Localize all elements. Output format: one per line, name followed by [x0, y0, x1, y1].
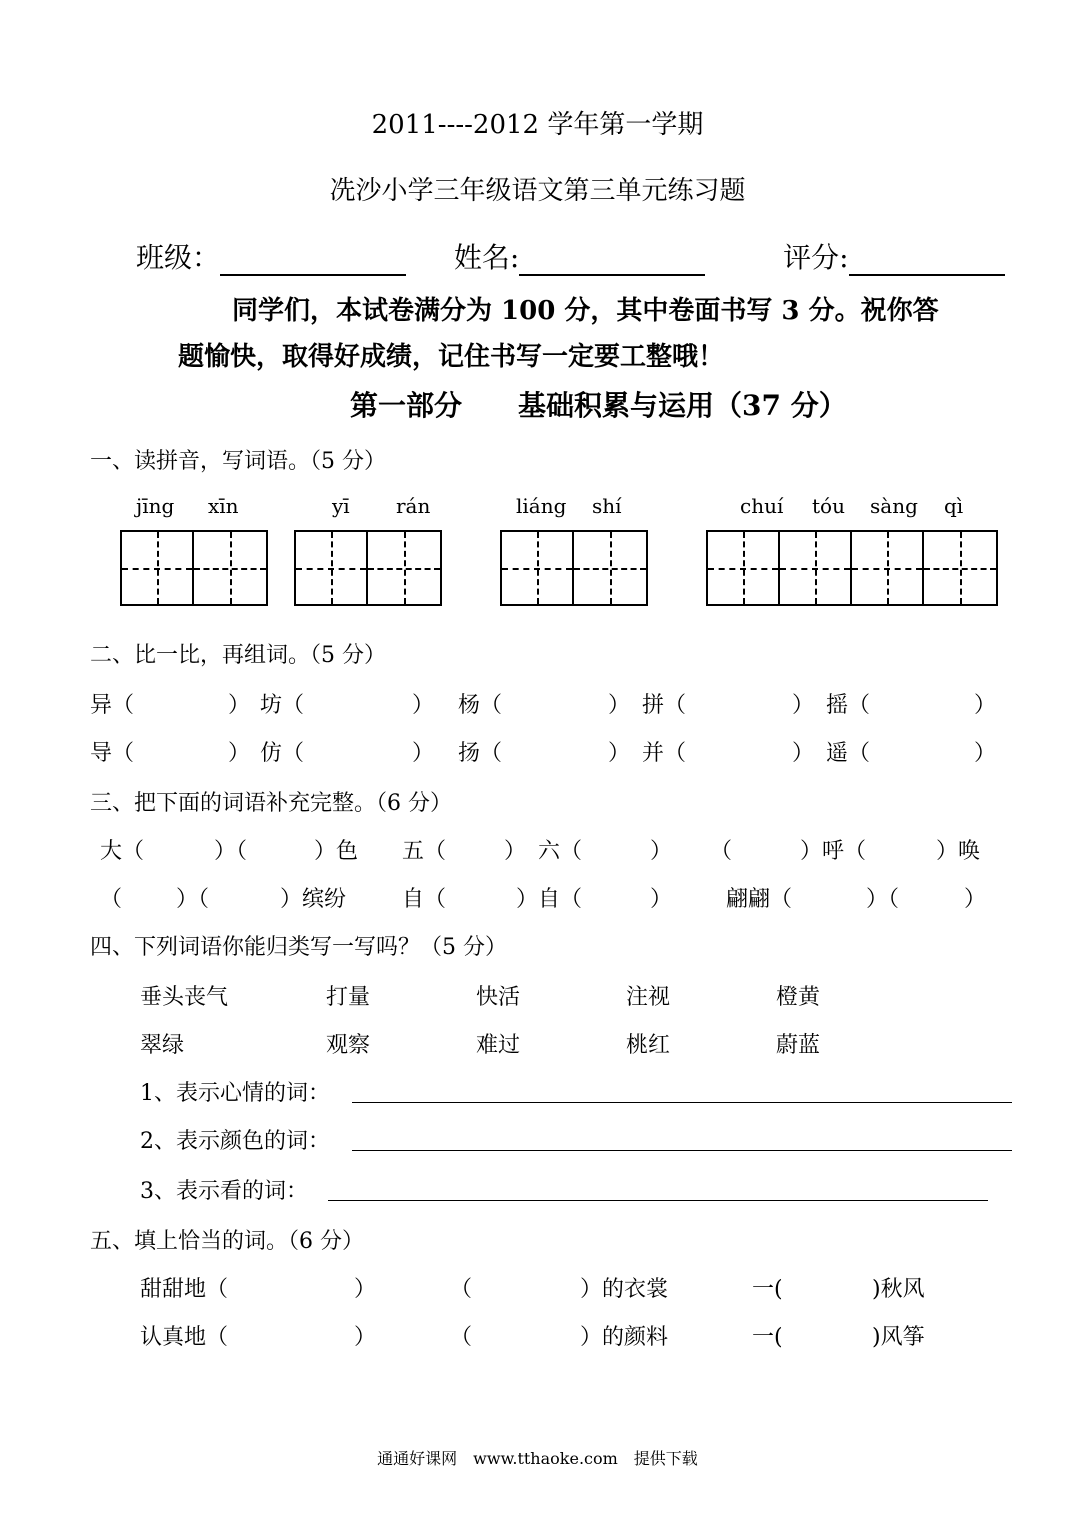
- pinyin-2a: yī: [332, 494, 350, 518]
- score-blank[interactable]: [849, 248, 1005, 276]
- q2-item: ）: [792, 693, 815, 718]
- tianzige-cell[interactable]: [924, 532, 996, 604]
- q3-item: ）（: [866, 887, 900, 912]
- q5-item: )风筝: [872, 1325, 925, 1350]
- q4-word: 难过: [476, 1033, 521, 1058]
- q2-item: ）: [792, 741, 815, 766]
- mood-answer-line[interactable]: [352, 1102, 1012, 1103]
- q3-item: ）: [650, 839, 673, 864]
- part1-heading: 第一部分 基础积累与运用（37 分）: [350, 389, 847, 422]
- q2-item: ）: [608, 693, 631, 718]
- q2-item: 拼（: [642, 693, 687, 718]
- year-title: 2011----2012 学年第一学期: [371, 110, 704, 140]
- tianzige-cell[interactable]: [502, 532, 574, 604]
- notice-line-2: 题愉快，取得好成绩，记住书写一定要工整哦！: [178, 342, 725, 372]
- q5-heading: 五、填上恰当的词。（6 分）: [90, 1229, 364, 1254]
- q3-item: ）自（: [516, 887, 583, 912]
- q3-item: ）唤: [936, 839, 981, 864]
- class-label: 班级：: [136, 241, 221, 274]
- q3-item: ）呼（: [800, 839, 867, 864]
- pinyin-4d: qì: [944, 494, 964, 518]
- q3-item: 六（: [538, 839, 583, 864]
- q2-item: 异（: [90, 693, 135, 718]
- tianzige-cell[interactable]: [122, 532, 194, 604]
- class-blank[interactable]: [220, 248, 406, 276]
- q3-heading: 三、把下面的词语补充完整。（6 分）: [90, 791, 452, 816]
- pinyin-4c: sàng: [870, 494, 918, 518]
- q2-item: 仿（: [260, 741, 305, 766]
- footer-credit: 通通好课网 www.tthaoke.com 提供下载: [377, 1449, 698, 1468]
- q2-item: ）: [974, 741, 997, 766]
- pinyin-2b: rán: [396, 494, 431, 518]
- tianzige-cell[interactable]: [296, 532, 368, 604]
- q3-item: 大（: [100, 839, 145, 864]
- tianzige-cell[interactable]: [574, 532, 646, 604]
- tianzige-cell[interactable]: [708, 532, 780, 604]
- tianzige-cell[interactable]: [780, 532, 852, 604]
- info-line: [136, 236, 1005, 276]
- pinyin-4b: tóu: [812, 494, 845, 518]
- q4-heading: 四、下列词语你能归类写一写吗？（5 分）: [90, 935, 507, 960]
- q5-item: （: [450, 1325, 473, 1350]
- q3-item: ）: [964, 887, 987, 912]
- q5-item: ）: [354, 1325, 377, 1350]
- notice-line-1: 同学们，本试卷满分为 100 分，其中卷面书写 3 分。祝你答: [232, 296, 939, 326]
- q3-item: （: [710, 839, 733, 864]
- q4-word: 桃红: [626, 1033, 671, 1058]
- q2-item: ）: [412, 693, 435, 718]
- q2-item: 扬（: [458, 741, 503, 766]
- q3-item: 翩翩（: [726, 887, 793, 912]
- q4-word: 翠绿: [140, 1033, 185, 1058]
- pinyin-4a: chuí: [740, 494, 784, 518]
- q4-item-look: 3、表示看的词：: [140, 1179, 308, 1204]
- q1-heading: 一、读拼音，写词语。（5 分）: [90, 449, 386, 474]
- q2-item: ）: [412, 741, 435, 766]
- q5-item: 甜甜地（: [140, 1277, 229, 1302]
- q3-item: ）: [504, 839, 527, 864]
- q4-word: 打量: [326, 985, 371, 1010]
- q5-item: )秋风: [872, 1277, 925, 1302]
- q2-heading: 二、比一比，再组词。（5 分）: [90, 643, 386, 668]
- q3-item: 自（: [402, 887, 447, 912]
- q5-item: ）的衣裳: [580, 1277, 669, 1302]
- q5-item: ）: [354, 1277, 377, 1302]
- color-answer-line[interactable]: [352, 1150, 1012, 1151]
- q4-word: 橙黄: [776, 985, 821, 1010]
- tianzige-cell[interactable]: [852, 532, 924, 604]
- q4-item-color: 2、表示颜色的词：: [140, 1129, 330, 1154]
- q2-item: ）: [608, 741, 631, 766]
- q4-word: 快活: [476, 985, 521, 1010]
- q4-item-mood: 1、表示心情的词：: [140, 1081, 330, 1106]
- q5-item: 认真地（: [140, 1325, 229, 1350]
- q5-item: 一(: [752, 1325, 783, 1350]
- q4-word: 蔚蓝: [776, 1033, 821, 1058]
- q2-item: ）: [228, 741, 251, 766]
- tianzige-group-2[interactable]: [294, 530, 442, 606]
- q2-item: 并（: [642, 741, 687, 766]
- name-blank[interactable]: [519, 248, 705, 276]
- q2-item: 摇（: [826, 693, 871, 718]
- q2-item: 遥（: [826, 741, 871, 766]
- page-title: 冼沙小学三年级语文第三单元练习题: [329, 176, 746, 206]
- pinyin-1a: jīng: [136, 494, 175, 518]
- q5-item: ）的颜料: [580, 1325, 669, 1350]
- q3-item: ）（: [176, 887, 210, 912]
- q4-word: 注视: [626, 985, 671, 1010]
- q5-item: 一(: [752, 1277, 783, 1302]
- q3-item: ）缤纷: [280, 887, 347, 912]
- q4-word: 观察: [326, 1033, 371, 1058]
- look-answer-line[interactable]: [328, 1200, 988, 1201]
- tianzige-group-3[interactable]: [500, 530, 648, 606]
- pinyin-1b: xīn: [208, 494, 239, 518]
- q3-item: ）: [650, 887, 673, 912]
- q3-item: 五（: [402, 839, 447, 864]
- q2-item: 杨（: [458, 693, 503, 718]
- q3-item: ）（: [214, 839, 248, 864]
- q2-item: 导（: [90, 741, 135, 766]
- q2-item: ）: [228, 693, 251, 718]
- pinyin-3a: liáng: [516, 494, 567, 518]
- tianzige-group-1[interactable]: [120, 530, 268, 606]
- q2-item: 坊（: [260, 693, 305, 718]
- name-label: 姓名:: [453, 241, 520, 274]
- q5-item: （: [450, 1277, 473, 1302]
- tianzige-cell[interactable]: [368, 532, 440, 604]
- q3-item: ）色: [314, 839, 359, 864]
- pinyin-3b: shí: [592, 494, 622, 518]
- score-label: 评分:: [783, 241, 849, 274]
- q3-item: （: [100, 887, 123, 912]
- q2-item: ）: [974, 693, 997, 718]
- tianzige-group-4[interactable]: [706, 530, 998, 606]
- q4-word: 垂头丧气: [140, 985, 229, 1010]
- tianzige-cell[interactable]: [194, 532, 266, 604]
